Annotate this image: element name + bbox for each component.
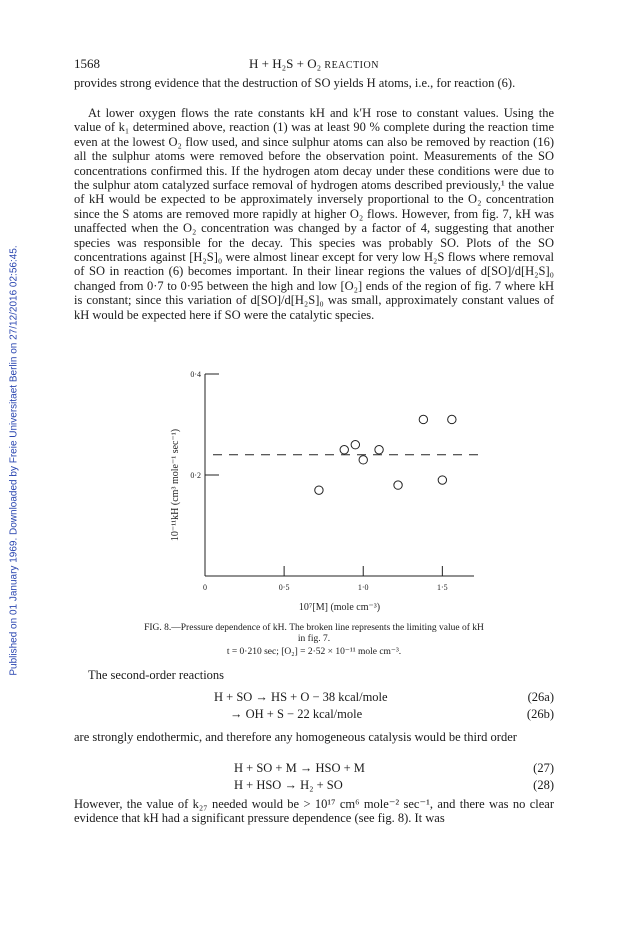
equation-number: (28) bbox=[533, 778, 554, 792]
data-point bbox=[375, 446, 383, 454]
paragraph-2 bbox=[74, 106, 554, 322]
equation-text: → OH + S − 22 kcal/mole bbox=[230, 707, 363, 721]
paragraph-4 bbox=[74, 797, 554, 826]
download-watermark: Published on 01 January 1969. Downloaded by Freie Universitaet Berlin on 27/12/2016 02:56:45. bbox=[8, 245, 20, 676]
paragraph-4-text: However, the value of k₂₇ needed would be > 10¹⁷ cm⁶ mole⁻² sec⁻¹, and there was no clear evidence that kΗ had a significant pressure dependence (see fig. 8). It was bbox=[74, 797, 554, 826]
equation-number: (26a) bbox=[527, 690, 554, 704]
data-point bbox=[315, 486, 323, 494]
data-point bbox=[394, 481, 402, 489]
y-tick-label: 0·4 bbox=[190, 370, 201, 379]
caption-line-1: FIG. 8.—Pressure dependence of kΗ. The broken line represents the limiting value of kΗ bbox=[144, 623, 484, 633]
x-tick-label: 1·0 bbox=[357, 583, 369, 592]
data-point bbox=[359, 456, 367, 464]
data-point bbox=[340, 446, 348, 454]
x-tick-label: 1·5 bbox=[437, 583, 448, 592]
equation-text: H + HSO → H₂ + SO bbox=[234, 778, 343, 792]
caption-conditions: t = 0·210 sec; [O₂] = 2·52 × 10⁻¹¹ mole cm⁻³. bbox=[226, 647, 402, 657]
equation-26b bbox=[74, 707, 554, 723]
data-point bbox=[438, 476, 446, 484]
equation-number: (27) bbox=[533, 761, 554, 775]
running-title-word: REACTION bbox=[324, 60, 379, 71]
figure-8 bbox=[74, 360, 554, 620]
scatter-chart bbox=[74, 360, 554, 620]
x-axis-title: 10⁷[M] (mole cm⁻³) bbox=[298, 602, 381, 613]
paragraph-3-text: are strongly endothermic, and therefore any homogeneous catalysis would be third order bbox=[74, 730, 517, 744]
figure-caption bbox=[74, 623, 554, 645]
data-point bbox=[351, 441, 359, 449]
equation-text: H + SO + M → HSO + M bbox=[234, 761, 365, 775]
running-title-formula: H + H₂S + O₂ bbox=[249, 56, 322, 71]
equation-number: (26b) bbox=[526, 707, 554, 721]
x-tick-label: 0·5 bbox=[278, 583, 290, 592]
caption-line-2: in fig. 7. bbox=[297, 634, 331, 644]
page-number: 1568 bbox=[74, 56, 100, 71]
data-point bbox=[448, 415, 456, 423]
paragraph-3 bbox=[74, 730, 554, 744]
equation-27 bbox=[74, 761, 554, 777]
equation-26a bbox=[74, 690, 554, 706]
second-order-intro: The second-order reactions bbox=[88, 668, 225, 682]
equation-text: H + SO → HS + O − 38 kcal/mole bbox=[214, 690, 388, 704]
y-axis-title: 10⁻¹¹kΗ (cm³ mole⁻¹ sec⁻¹) bbox=[170, 428, 181, 542]
paragraph-1 bbox=[74, 76, 554, 90]
y-tick-label: 0·2 bbox=[190, 471, 201, 480]
paragraph-2-text: At lower oxygen flows the rate constants kΗ and k′Η rose to constant values. Using the value of k₁ determined above, reaction (1) was at least 90 % complete during the reaction time even at the lowest O₂ flow used, and since sulphur atoms can also be removed by reaction (16) all the sulphur atoms were removed before the observation point. Measurements of the SO concentrations confirmed this. If the hydrogen atom decay under these conditions were due to the sulphur atom catalyzed surface removal of hydrogen atoms described previously,¹ the value of kΗ would be expected to be approximately inversely proportional to the O₂ concentration since the S atoms are removed more rapidly at higher O₂ flows. However, from fig. 7, kΗ was unaffected when the O₂ concentration was changed by a factor of 4, suggesting that another species was responsible for the decay. This species was probably SO. Plots of the SO concentrations against [H₂S]₀ were almost linear except for very low H₂S flows where removal of SO in reaction (6) becomes important. In their linear regions the values of d[SO]/d[H₂S]₀ changed from 0·7 to 0·95 between the high and low [O₂] ends of the region of fig. 7 where kΗ is constant; since this variation of d[SO]/d[H₂S]₀ was small, approximately constant values of kΗ would be expected here if SO were the catalytic species. bbox=[74, 106, 554, 322]
equation-28 bbox=[74, 778, 554, 794]
page-header bbox=[74, 56, 554, 74]
running-title bbox=[74, 56, 554, 72]
paragraph-1-text: provides strong evidence that the destruction of SO yields H atoms, i.e., for reaction (6). bbox=[74, 76, 516, 90]
data-point bbox=[419, 415, 427, 423]
x-tick-label: 0 bbox=[203, 583, 207, 592]
